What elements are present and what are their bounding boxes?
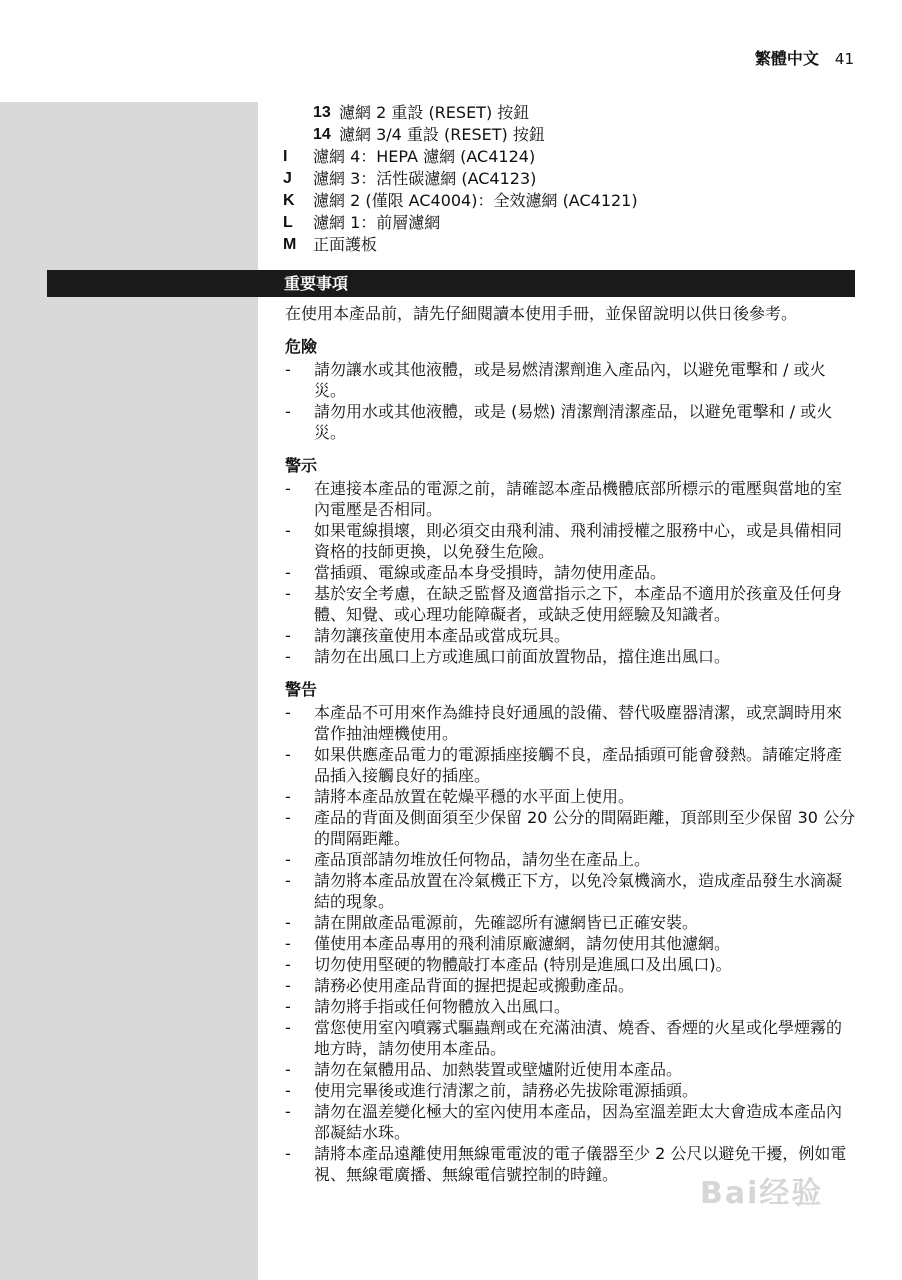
- list-item: [285, 1080, 857, 1101]
- list-item: [285, 912, 857, 933]
- page-header: [755, 46, 854, 69]
- part-label: 正面護板: [313, 235, 378, 254]
- list-item: [285, 1101, 857, 1143]
- group-heading: 警示: [285, 456, 318, 475]
- parts-list: [283, 102, 863, 256]
- bullet-list: [285, 478, 857, 667]
- dash-bullet: -: [285, 850, 291, 869]
- list-item-text: 請務必使用產品背面的握把提起或搬動產品。: [314, 976, 635, 995]
- group-heading: 危險: [285, 337, 318, 356]
- content-body: [285, 303, 857, 1197]
- part-key: I: [283, 148, 288, 165]
- dash-bullet: -: [285, 479, 291, 498]
- part-item: [283, 124, 863, 146]
- part-label: 濾網 3/4 重設 (RESET) 按鈕: [339, 125, 545, 144]
- part-item: [283, 190, 863, 212]
- list-item: [285, 744, 857, 786]
- section-title: 重要事項: [47, 270, 855, 297]
- part-key: K: [283, 192, 295, 209]
- dash-bullet: -: [285, 360, 291, 379]
- watermark: Bai经验: [700, 1176, 824, 1211]
- list-item-text: 本產品不可用來作為維持良好通風的設備、替代吸塵器清潔，或烹調時用來當作抽油煙機使用。: [314, 703, 843, 743]
- dash-bullet: -: [285, 871, 291, 890]
- list-item-text: 請勿在氣體用品、加熱裝置或壁爐附近使用本產品。: [314, 1060, 683, 1079]
- list-item-text: 切勿使用堅硬的物體敲打本產品 (特別是進風口及出風口)。: [314, 955, 732, 974]
- list-item: [285, 646, 857, 667]
- list-item-text: 基於安全考慮，在缺乏監督及適當指示之下，本產品不適用於孩童及任何身體、知覺、或心理功能障礙者，或缺乏使用經驗及知識者。: [314, 584, 843, 624]
- bullet-list: [285, 702, 857, 1185]
- list-item: [285, 520, 857, 562]
- dash-bullet: -: [285, 787, 291, 806]
- list-item-text: 請勿讓孩童使用本產品或當成玩具。: [314, 626, 571, 645]
- list-item-text: 請勿讓水或其他液體，或是易燃清潔劑進入產品內，以避免電擊和 / 或火災。: [314, 360, 826, 400]
- warning-groups: [285, 336, 857, 1185]
- dash-bullet: -: [285, 703, 291, 722]
- dash-bullet: -: [285, 955, 291, 974]
- list-item: [285, 975, 857, 996]
- list-item: [285, 562, 857, 583]
- part-key: 13: [313, 104, 331, 121]
- list-item: [285, 401, 857, 443]
- list-item: [285, 996, 857, 1017]
- list-item-text: 請將本產品遠離使用無線電電波的電子儀器至少 2 公尺以避免干擾，例如電視、無線電廣播、無線電信號控制的時鐘。: [314, 1144, 847, 1184]
- dash-bullet: -: [285, 402, 291, 421]
- list-item-text: 請將本產品放置在乾燥平穩的水平面上使用。: [314, 787, 635, 806]
- list-item-text: 當您使用室內噴霧式驅蟲劑或在充滿油漬、燒香、香煙的火星或化學煙霧的地方時，請勿使用本產品。: [314, 1018, 843, 1058]
- group-heading: 警告: [285, 680, 318, 699]
- part-item: [283, 146, 863, 168]
- list-item: [285, 583, 857, 625]
- list-item: [285, 1059, 857, 1080]
- dash-bullet: -: [285, 1018, 291, 1037]
- part-item: [283, 102, 863, 124]
- list-item-text: 請勿將手指或任何物體放入出風口。: [314, 997, 571, 1016]
- part-item: [283, 168, 863, 190]
- list-item: [285, 1017, 857, 1059]
- page-number: 41: [834, 50, 854, 68]
- part-label: 濾網 2 (僅限 AC4004)：全效濾網 (AC4121): [313, 191, 638, 210]
- part-key: 14: [313, 126, 331, 143]
- list-item: [285, 933, 857, 954]
- list-item-text: 產品的背面及側面須至少保留 20 公分的間隔距離，頂部則至少保留 30 公分的間隔距離。: [314, 808, 856, 848]
- list-item-text: 請勿將本產品放置在冷氣機正下方，以免冷氣機滴水，造成產品發生水滴凝結的現象。: [314, 871, 843, 911]
- dash-bullet: -: [285, 1060, 291, 1079]
- list-item: [285, 359, 857, 401]
- part-label: 濾網 4：HEPA 濾網 (AC4124): [313, 147, 536, 166]
- part-label: 濾網 3：活性碳濾網 (AC4123): [313, 169, 537, 188]
- dash-bullet: -: [285, 913, 291, 932]
- list-item-text: 請勿在出風口上方或進風口前面放置物品，擋住進出風口。: [314, 647, 731, 666]
- list-item-text: 在連接本產品的電源之前，請確認本產品機體底部所標示的電壓與當地的室內電壓是否相同。: [314, 479, 843, 519]
- part-label: 濾網 1：前層濾網: [313, 213, 441, 232]
- part-key: J: [283, 170, 292, 187]
- part-item: [283, 234, 863, 256]
- list-item-text: 如果電線損壞，則必須交由飛利浦、飛利浦授權之服務中心，或是具備相同資格的技師更換，以免發生危險。: [314, 521, 843, 561]
- list-item-text: 產品頂部請勿堆放任何物品，請勿坐在產品上。: [314, 850, 651, 869]
- list-item-text: 請勿用水或其他液體，或是 (易燃) 清潔劑清潔產品，以避免電擊和 / 或火災。: [314, 402, 833, 442]
- dash-bullet: -: [285, 521, 291, 540]
- part-key: M: [283, 236, 297, 253]
- dash-bullet: -: [285, 976, 291, 995]
- language-label: 繁體中文: [754, 49, 819, 68]
- dash-bullet: -: [285, 1081, 291, 1100]
- part-label: 濾網 2 重設 (RESET) 按鈕: [339, 103, 530, 122]
- list-item-text: 當插頭、電線或產品本身受損時，請勿使用產品。: [314, 563, 667, 582]
- dash-bullet: -: [285, 934, 291, 953]
- list-item: [285, 478, 857, 520]
- dash-bullet: -: [285, 584, 291, 603]
- dash-bullet: -: [285, 1102, 291, 1121]
- list-item: [285, 786, 857, 807]
- bullet-list: [285, 359, 857, 443]
- list-item: [285, 870, 857, 912]
- dash-bullet: -: [285, 808, 291, 827]
- part-key: L: [283, 214, 293, 231]
- list-item-text: 如果供應產品電力的電源插座接觸不良，產品插頭可能會發熱。請確定將產品插入接觸良好的插座。: [314, 745, 843, 785]
- intro-paragraph: 在使用本產品前，請先仔細閱讀本使用手冊，並保留說明以供日後參考。: [285, 304, 798, 323]
- dash-bullet: -: [285, 1144, 291, 1163]
- list-item: [285, 807, 857, 849]
- list-item: [285, 954, 857, 975]
- list-item-text: 請在開啟產品電源前，先確認所有濾網皆已正確安裝。: [314, 913, 699, 932]
- part-item: [283, 212, 863, 234]
- list-item: [285, 625, 857, 646]
- dash-bullet: -: [285, 997, 291, 1016]
- list-item-text: 僅使用本產品專用的飛利浦原廠濾網，請勿使用其他濾網。: [314, 934, 731, 953]
- list-item: [285, 849, 857, 870]
- dash-bullet: -: [285, 647, 291, 666]
- list-item: [285, 702, 857, 744]
- list-item-text: 請勿在溫差變化極大的室內使用本產品，因為室溫差距太大會造成本產品內部凝結水珠。: [314, 1102, 843, 1142]
- list-item-text: 使用完畢後或進行清潔之前，請務必先拔除電源插頭。: [314, 1081, 699, 1100]
- dash-bullet: -: [285, 563, 291, 582]
- dash-bullet: -: [285, 626, 291, 645]
- dash-bullet: -: [285, 745, 291, 764]
